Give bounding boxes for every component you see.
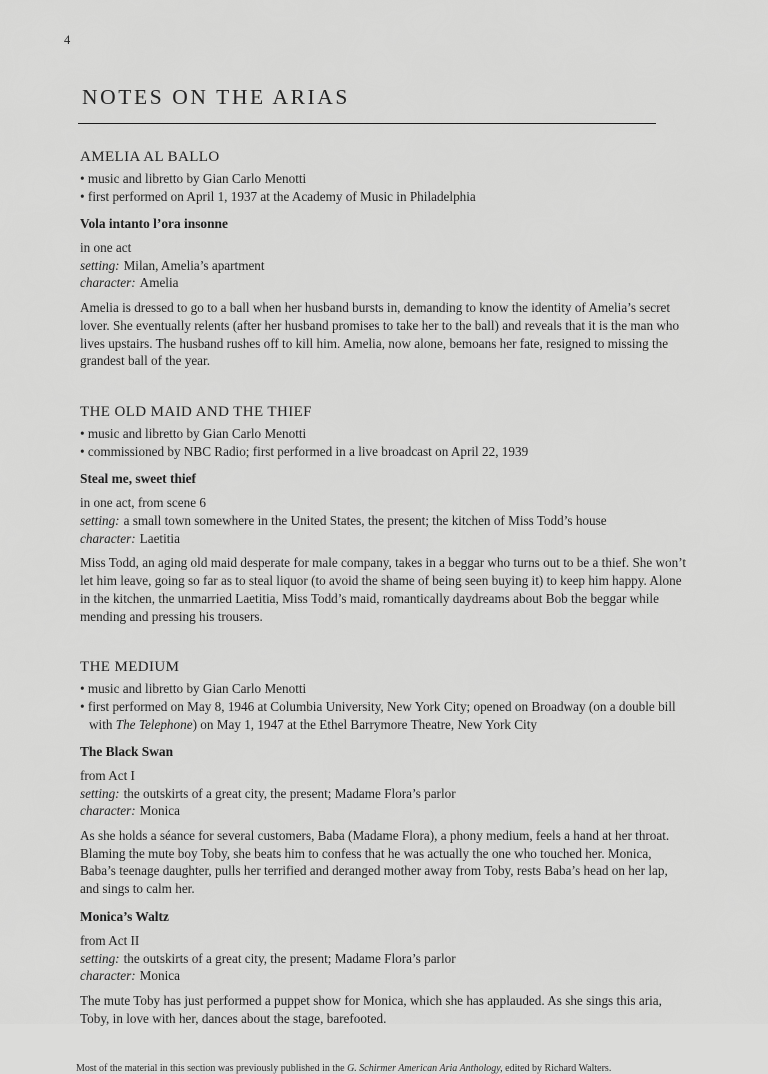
aria-block [80,909,690,1027]
setting-value: the outskirts of a great city, the present; Madame Flora’s parlor [123,950,456,966]
opera-title: THE OLD MAID AND THE THIEF [80,404,312,421]
character-line [80,802,690,820]
bullet-text: music and libretto by Gian Carlo Menotti [87,171,307,186]
aria-synopsis: The mute Toby has just performed a puppet show for Monica, which she has applauded. As she sings this aria, Toby, in love with her, dances about the stage, barefooted. [80,992,662,1026]
setting-line [80,257,690,275]
setting-line [80,512,690,530]
opera-section-the-medium [80,659,690,1027]
bullet-marker: • [80,698,88,714]
setting-line [80,950,690,968]
bullet-item [80,698,690,733]
character-value: Monica [139,968,180,984]
bullet-item [80,170,690,188]
aria-title: Steal me, sweet thief [80,471,197,487]
bullet-marker: • [80,171,88,186]
opera-section-old-maid-and-thief [80,404,690,625]
bullet-item [80,443,690,461]
bullet-item [80,680,690,698]
aria-block [80,744,690,898]
setting-value: Milan, Amelia’s apartment [123,257,265,273]
setting-value: a small town somewhere in the United States, the present; the kitchen of Miss Todd’s house [123,512,607,528]
character-value: Monica [139,803,180,819]
aria-block [80,471,690,625]
opera-title: AMELIA AL BALLO [80,149,220,165]
character-label: character: [80,968,136,984]
setting-label: setting: [80,785,120,801]
opera-title: THE MEDIUM [80,659,180,676]
bullet-text: ) on May 1, 1947 at the Ethel Barrymore Theatre, New York City [192,716,537,732]
footer-book-title: G. Schirmer American Aria Anthology, [347,1063,503,1074]
setting-line [80,785,690,803]
opera-section-amelia-al-ballo [80,149,690,370]
setting-label: setting: [80,950,120,966]
setting-label: setting: [80,257,120,273]
footer-note [76,1063,690,1074]
page-number: 4 [64,33,71,47]
character-label: character: [80,530,136,546]
bullet-text: commissioned by NBC Radio; first performed in a live broadcast on April 22, 1939 [87,443,529,459]
bullet-text: music and libretto by Gian Carlo Menotti [87,681,307,697]
aria-title: Vola intanto l’ora insonne [80,216,228,232]
aria-origin: in one act [80,240,132,256]
page-title: NOTES ON THE ARIAS [82,85,350,109]
aria-block [80,216,690,370]
footer-text: Most of the material in this section was previously published in the [76,1063,348,1074]
character-value: Amelia [139,275,179,291]
aria-origin: from Act II [80,933,140,949]
bullet-marker: • [80,443,88,459]
aria-origin: from Act I [80,768,135,784]
aria-title: The Black Swan [80,744,174,760]
bullet-item [80,188,690,206]
character-line [80,274,690,292]
bullet-marker: • [80,681,88,697]
title-rule [78,123,656,124]
aria-synopsis: As she holds a séance for several customers, Baba (Madame Flora), a phony medium, feels a hand at her throat. Blaming the mute boy Toby, she beats him to confess that he was actually the one who touched her. Monica, Baba’s teenage daughter, pulls her terrified and deranged mother away from Toby, rests Baba’s head on her lap, and sings to calm her. [80,827,670,897]
bullet-text-italic: The Telephone [115,716,193,732]
bullet-text: first performed on April 1, 1937 at the Academy of Music in Philadelphia [87,188,476,204]
bullet-text: first performed on May 8, 1946 at Columbia University, New York City; opened on Broadway (on a double bill with [87,698,676,732]
character-line [80,530,690,548]
setting-label: setting: [80,512,120,528]
character-line [80,967,690,985]
character-label: character: [80,275,136,291]
aria-synopsis: Amelia is dressed to go to a ball when her husband bursts in, demanding to know the identity of Amelia’s secret lover. She eventually relents (after her husband promises to take her to the ball) and reveals that it is the man who lives upstairs. The husband rushes off to kill him. Amelia, now alone, bemoans her fate, resigned to missing the grandest ball of the year. [80,299,680,369]
setting-value: the outskirts of a great city, the present; Madame Flora’s parlor [123,785,456,801]
footer-text: edited by Richard Walters. [502,1063,612,1074]
aria-origin: in one act, from scene 6 [80,495,206,511]
bullet-marker: • [80,426,88,442]
aria-title: Monica’s Waltz [80,909,169,925]
bullet-marker: • [80,188,88,204]
bullet-item [80,425,690,443]
character-value: Laetitia [139,530,180,546]
bullet-text: music and libretto by Gian Carlo Menotti [87,426,307,442]
character-label: character: [80,803,136,819]
aria-synopsis: Miss Todd, an aging old maid desperate for male company, takes in a beggar who turns out to be a thief. She won’t let him leave, going so far as to steal liquor (to avoid the shame of being seen buying it) to keep him happy. Alone in the kitchen, the unmarried Laetitia, Miss Todd’s maid, romantically daydreams about Bob the beggar while mending and pressing his trousers. [80,555,687,624]
